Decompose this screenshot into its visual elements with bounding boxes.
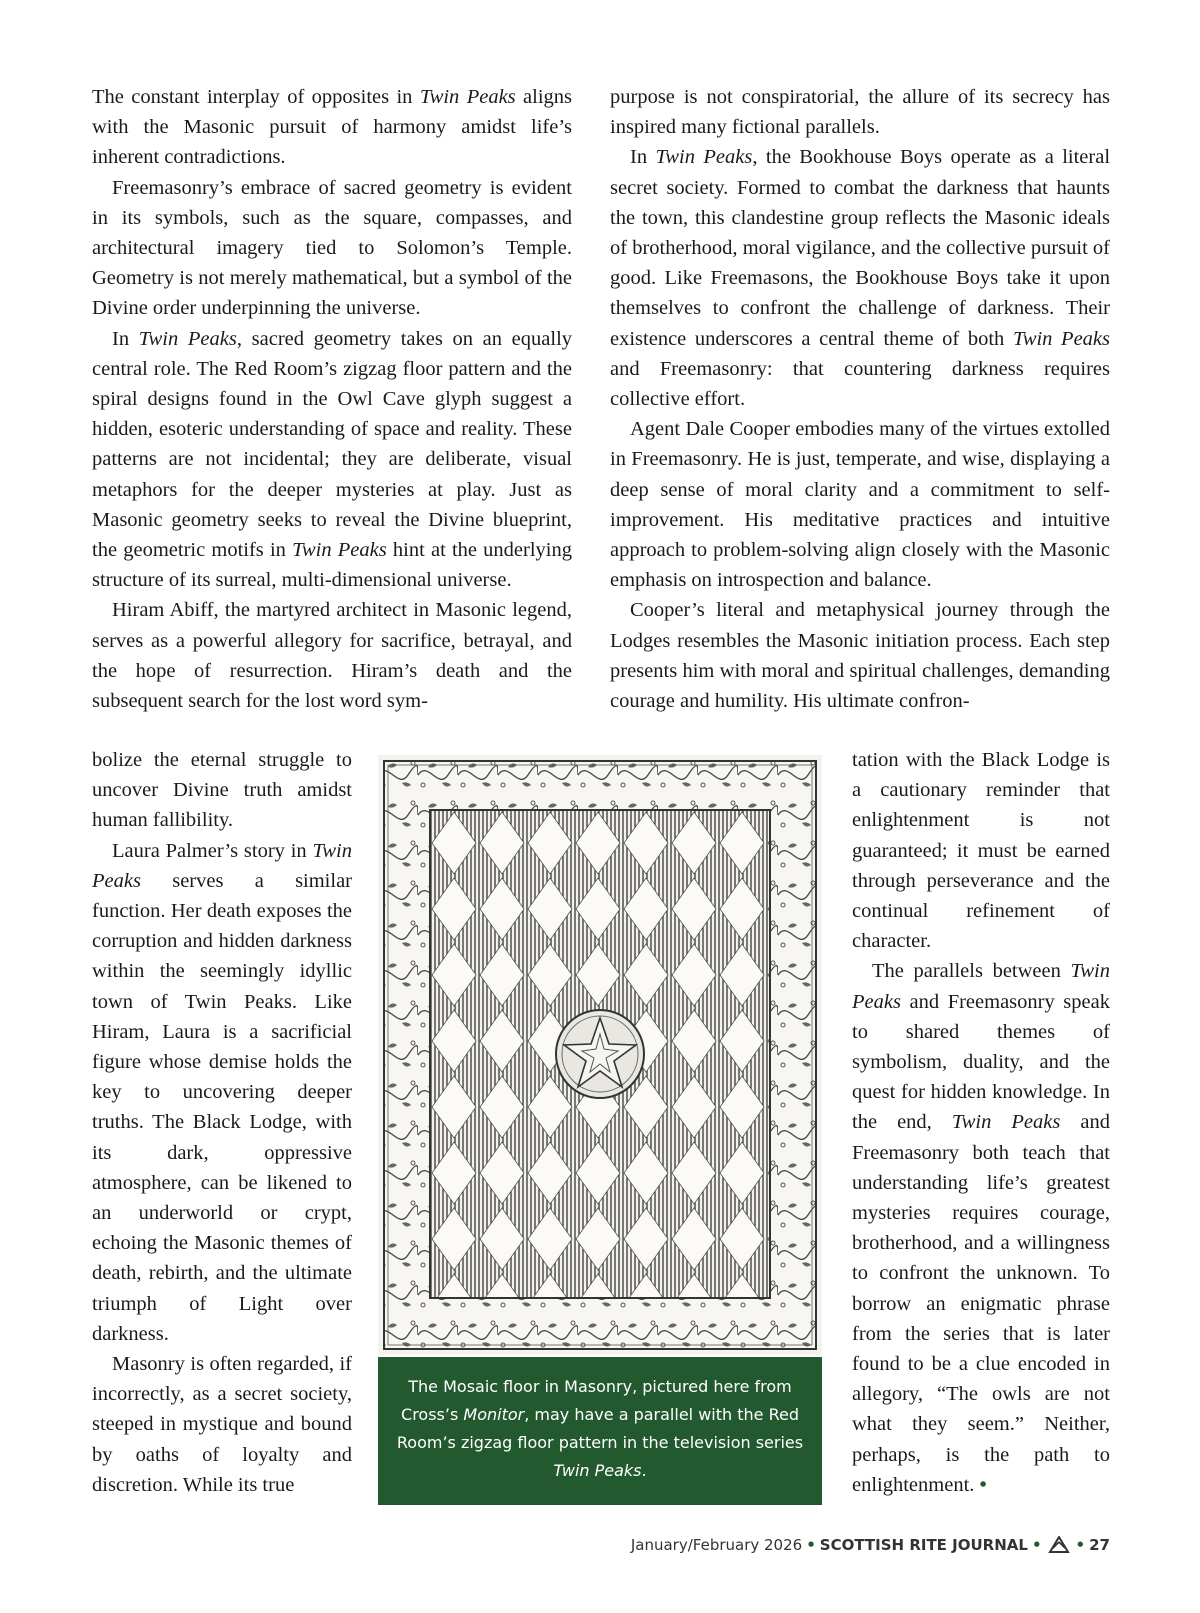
paragraph: Masonry is often regarded, if incorrectly, as a secret society, steeped in mystique and bound by oaths of loyalty and discretion. While its true bbox=[92, 1353, 352, 1496]
column-left-bottom bbox=[92, 745, 352, 1500]
paragraph: Agent Dale Cooper embodies many of the virtues extolled in Freemasonry. He is just, temperate, and wise, displaying a deep sense of moral clarity and a commitment to self-improvement. His meditative practices and intuitive approach to problem-solving align closely with the Masonic emphasis on introspection and balance. bbox=[610, 418, 1110, 592]
paragraph: Freemasonry’s embrace of sacred geometry is evident in its symbols, such as the square, compasses, and architectural imagery tied to Solomon’s Temple. Geometry is not merely mathematical, but a symbol of the Divine order underpinning the universe. bbox=[92, 176, 572, 320]
end-of-article-mark: • bbox=[979, 1473, 987, 1496]
paragraph: In Twin Peaks, the Bookhouse Boys operate as a literal secret society. Formed to combat the darkness that haunts the town, this clandestine group reflects the Masonic ideals of brotherhood, moral vigilance, and the collective pursuit of good. Like Freemasons, the Bookhouse Boys take it upon themselves to confront the challenge of darkness. Their existence underscores a central theme of both Twin Peaks and Freemasonry: that countering darkness requires collective effort. bbox=[610, 146, 1111, 411]
column-right-top bbox=[610, 82, 1110, 716]
mosaic-floor-figure bbox=[378, 755, 822, 1505]
paragraph: In Twin Peaks, sacred geometry takes on an equally central role. The Red Room’s zigzag floor pattern and the spiral designs found in the Owl Cave glyph suggest a hidden, esoteric understanding of space and reality. These patterns are not incidental; they are deliberate, visual metaphors for the deeper mysteries at play. Just as Masonic geometry seeks to reveal the Divine blueprint, the geometric motifs in Twin Peaks hint at the underlying structure of its surreal, multi-dimensional universe. bbox=[92, 327, 573, 592]
column-left-top bbox=[92, 82, 572, 716]
paragraph: Cooper’s literal and metaphysical journey through the Lodges resembles the Masonic initiation process. Each step presents him with moral and spiritual challenges, demanding courage and humility. His ultimate confron- bbox=[610, 599, 1110, 713]
paragraph: The parallels between Twin Peaks and Freemasonry speak to shared themes of symbolism, duality, and the quest for hidden knowledge. In the end, Twin Peaks and Freemasonry both teach that understanding life’s greatest mysteries requires courage, brotherhood, and a willingness to confront the unknown. To borrow an enigmatic phrase from the series that is later found to be a clue encoded in allegory, “The owls are not what they seem.” Neither, perhaps, is the path to enlightenment. • bbox=[852, 960, 1110, 1496]
paragraph: Laura Palmer’s story in Twin Peaks serves a similar function. Her death exposes the corruption and hidden darkness within the seemingly idyllic town of Twin Peaks. Like Hiram, Laura is a sacrificial figure whose demise holds the key to uncovering deeper truths. The Black Lodge, with its dark, oppressive atmosphere, can be likened to an underworld or crypt, echoing the Masonic themes of death, rebirth, and the ultimate triumph of Light over darkness. bbox=[92, 839, 352, 1345]
paragraph: purpose is not conspiratorial, the allure of its secrecy has inspired many fictional parallels. bbox=[610, 86, 1110, 139]
paragraph: tation with the Black Lodge is a cautionary reminder that enlightenment is not guaranteed; it must be earned through perseverance and the continual refinement of character. bbox=[852, 749, 1110, 953]
journal-name: SCOTTISH RITE JOURNAL bbox=[819, 1536, 1028, 1554]
footer-separator: • bbox=[1031, 1536, 1042, 1554]
paragraph: Hiram Abiff, the martyred architect in Masonic legend, serves as a powerful allegory for sacrifice, betrayal, and the hope of resurrection. Hiram’s death and the subsequent search for the lost word sym- bbox=[92, 599, 572, 713]
footer-separator: • bbox=[806, 1536, 816, 1554]
issue-date: January/February 2026 bbox=[630, 1536, 803, 1554]
column-right-bottom bbox=[852, 745, 1110, 1500]
page-footer bbox=[600, 1536, 1110, 1554]
mosaic-floor-engraving bbox=[378, 755, 822, 1355]
page-number: 27 bbox=[1089, 1536, 1110, 1554]
figure-caption: The Mosaic floor in Masonry, pictured here from Cross’s Monitor, may have a parallel with the Red Room’s zigzag floor pattern in the television series Twin Peaks. bbox=[378, 1357, 822, 1505]
paragraph: The constant interplay of opposites in Twin Peaks aligns with the Masonic pursuit of harmony amidst life’s inherent contradictions. bbox=[92, 86, 572, 169]
footer-separator: • bbox=[1075, 1536, 1086, 1554]
paragraph: bolize the eternal struggle to uncover Divine truth amidst human fallibility. bbox=[92, 749, 352, 832]
double-eagle-emblem-icon bbox=[1048, 1536, 1070, 1554]
